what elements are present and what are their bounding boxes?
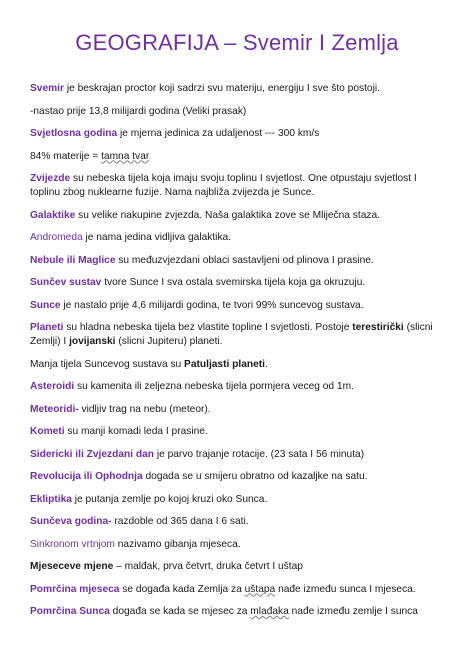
paragraph-galaktike: [30, 209, 444, 223]
definition: događa se kada se mjesec za: [109, 606, 251, 617]
definition: (slicni Zemlji) I: [30, 322, 433, 347]
paragraph-svjetlosna-godina: [30, 127, 444, 141]
term: Sunčev sustav: [30, 277, 102, 288]
definition: dogada se u smijeru obratno od kazaljke na satu.: [142, 471, 368, 482]
term: Svjetlosna godina: [30, 128, 118, 139]
term: Nebule ili Maglice: [30, 254, 116, 266]
definition: razdoble od 365 dana I 6 sati.: [111, 516, 249, 527]
paragraph-materija: [30, 150, 444, 164]
definition: su hladna nebeska tijela bez vlastite topline I svjetlosti. Postoje: [63, 322, 353, 333]
definition: su međuzvjezdani oblaci sastavljeni od plinova I prasine.: [115, 254, 374, 266]
paragraph-svemir: [30, 82, 444, 96]
underlined-term: mlađaka: [250, 606, 289, 617]
definition: su kamenita ili zeljezna nebeska tijela pormjera veceg od 1m.: [74, 381, 354, 392]
term: Pomrčina mjeseca: [30, 583, 120, 595]
paragraph-patuljasti-planeti: [30, 358, 444, 372]
term: Planeti: [30, 322, 64, 333]
bold-term: Mjeseceve mjene: [30, 561, 114, 572]
paragraph-revolucija: [30, 470, 444, 484]
term: Kometi: [30, 426, 65, 437]
term: Sinkronom vrtnjom: [30, 538, 115, 550]
paragraph-asteroidi: [30, 380, 444, 394]
definition: Manja tijela Suncevog sustava su: [30, 358, 185, 370]
definition: tvore Sunce I sva ostala svemirska tijela koja ga okruzuju.: [101, 277, 366, 288]
term: Svemir: [30, 83, 64, 94]
term: Revolucija ili Ophodnja: [30, 471, 143, 482]
definition: je beskrajan proctor koji sadrzi svu materiju, energiju I sve što postoji.: [63, 83, 380, 94]
paragraph-pomrcina-sunca: [30, 605, 444, 619]
definition: je mjerna jedinica za udaljenost --- 300 km/s: [117, 128, 320, 139]
term: Pomrčina Sunca: [30, 606, 110, 617]
term: Asteroidi: [30, 381, 75, 392]
definition: nađe između sunca I mjeseca.: [275, 583, 416, 595]
bold-term: terestirički: [352, 322, 404, 333]
definition: nađe između zemlje I sunca: [288, 606, 418, 617]
page-title: GEOGRAFIJA – Svemir I Zemlja: [75, 30, 399, 55]
definition: .: [264, 358, 268, 370]
paragraph-ținceva-godina: [30, 515, 444, 529]
paragraph-meteoridi: [30, 403, 444, 417]
term: Ekliptika: [30, 493, 72, 505]
paragraph-sinkronom-vrtnjom: [30, 538, 444, 552]
definition: (slicni Jupiteru) planeti.: [115, 336, 223, 347]
paragraph-pomrcina-mjeseca: [30, 583, 444, 597]
definition: je parvo trajanje rotacije. (23 sata I 56 minuta): [154, 448, 365, 460]
paragraph-nastao: [30, 105, 444, 119]
term: Zvijezde: [30, 173, 71, 184]
definition: su manji komadi leda I prasine.: [64, 426, 208, 437]
paragraph-nebule: [30, 254, 444, 268]
definition: je nastalo prije 4,6 milijardi godina, te tvori 99% suncevog sustava.: [60, 299, 364, 311]
definition: je nama jedina vidljiva galaktika.: [82, 232, 232, 243]
term: Andromeda: [30, 232, 83, 243]
paragraph-sunce: [30, 299, 444, 313]
definition: se događa kada Zemlja za: [119, 583, 245, 595]
paragraph-ekliptika: [30, 493, 444, 507]
definition: nazivamo gibanja mjeseca.: [114, 538, 241, 550]
paragraph-zvijezde: [30, 172, 444, 200]
paragraph-sidericki-dan: [30, 448, 444, 462]
paragraph-kometi: [30, 425, 444, 439]
definition: – malđak, prva četvrt, druka četvrt I uštap: [113, 561, 303, 572]
paragraph-planeti: [30, 321, 444, 349]
definition: -nastao prije 13,8 milijardi godina (Veliki prasak): [30, 105, 247, 117]
paragraph-suncev-sustav: [30, 276, 444, 290]
term: Sunce: [30, 299, 61, 311]
bold-term: jovijanski: [69, 336, 116, 347]
definition: su velike nakupine zvjezda. Naša galaktika zove se Mliječna staza.: [75, 209, 380, 221]
definition: su nebeska tijela koja imaju svoju toplinu I svjetlost. One otpustaju svjetlost I toplinu zbog nuklearne fuzije. Nama najbliža zvijezda je Sunce.: [30, 173, 417, 198]
definition: 84% materije =: [30, 150, 102, 162]
bold-term: Patuljasti planeti: [184, 358, 265, 370]
definition: vidljiv trag na nebu (meteor).: [78, 403, 211, 415]
underlined-term: tamna tvar: [101, 150, 150, 162]
term: Sunčeva godina-: [30, 516, 112, 527]
term: Galaktike: [30, 209, 76, 221]
underlined-term: uštapa: [244, 583, 276, 595]
term: Sidericki ili Zvjezdani dan: [30, 448, 154, 460]
definition: je putanja zemlje po kojoj kruzi oko Sunca.: [71, 493, 268, 505]
paragraph-andromeda: [30, 231, 444, 245]
term: Meteoridi-: [30, 403, 79, 415]
paragraph-mjeseceve-mjene: [30, 560, 444, 574]
